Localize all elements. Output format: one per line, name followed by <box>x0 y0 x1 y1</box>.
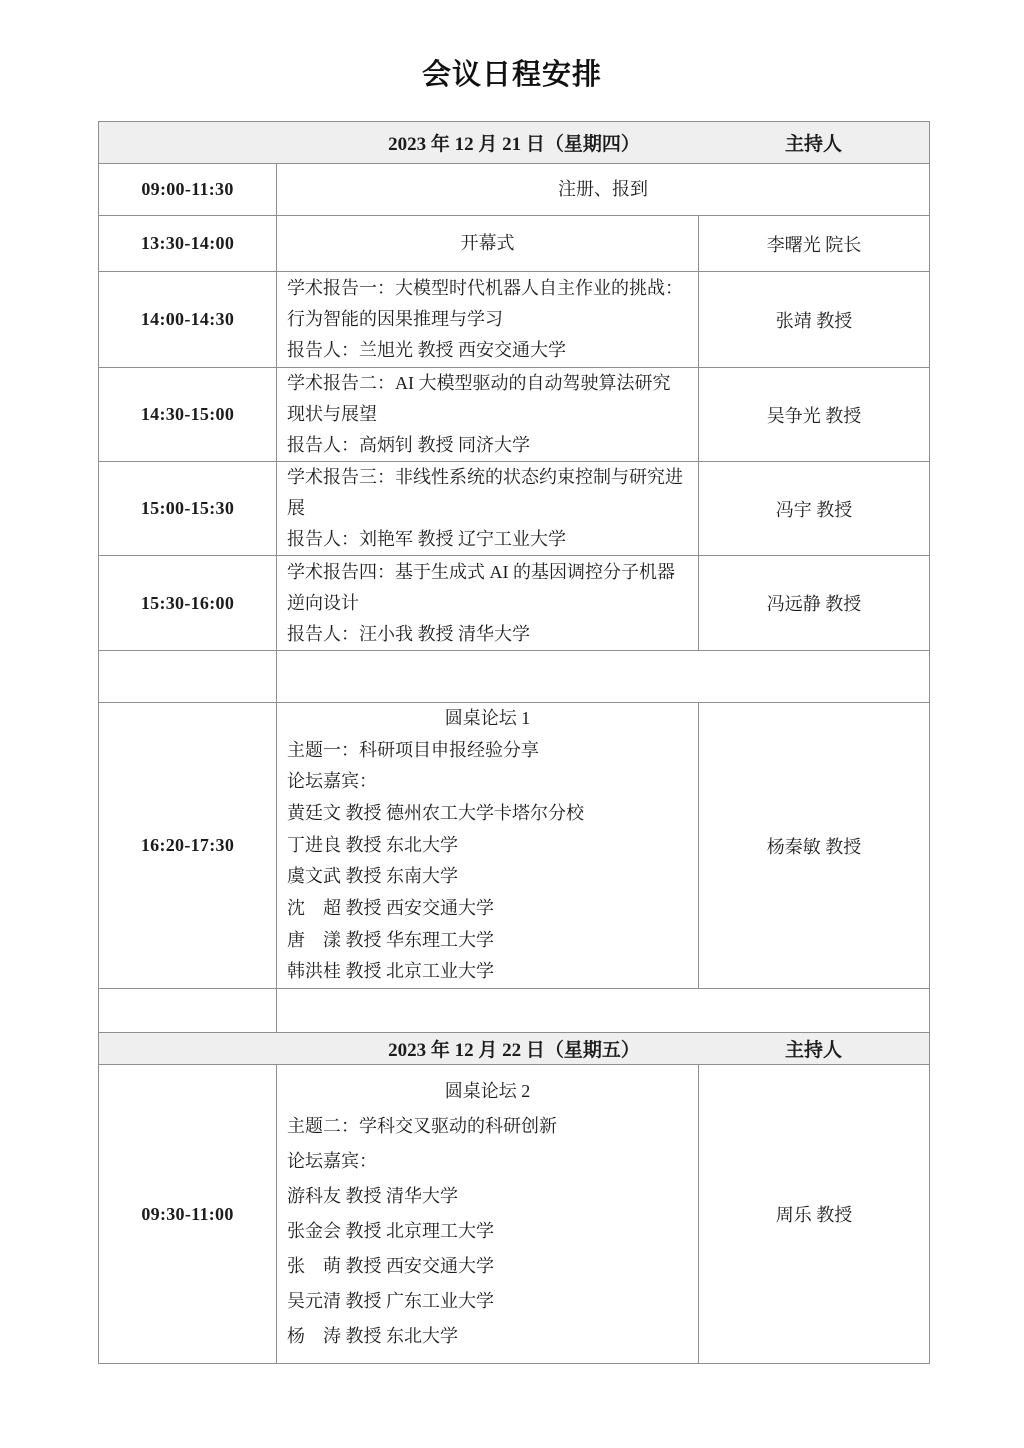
time-cell: 14:00-14:30 <box>99 272 277 367</box>
day2-header-row <box>99 1033 929 1065</box>
talk-title: 学术报告二：AI 大模型驱动的自动驾驶算法研究现状与展望 <box>287 373 671 424</box>
day1-date-label: 2023 年 12 月 21 日（星期四） <box>388 134 640 155</box>
talk-cell <box>277 368 699 461</box>
host-cell: 周乐 教授 <box>775 1205 853 1225</box>
row-forum2 <box>99 1065 929 1363</box>
talk-cell <box>277 556 699 650</box>
forum-guest: 虞文武 教授 东南大学 <box>287 866 458 887</box>
event-cell: 开幕式 <box>277 216 699 271</box>
talk-speaker: 报告人：刘艳军 教授 辽宁工业大学 <box>287 529 566 549</box>
row-forum1 <box>99 703 929 989</box>
forum-guest: 张 萌 教授 西安交通大学 <box>287 1256 494 1276</box>
time-cell: 13:30-14:00 <box>99 216 277 271</box>
talk-title: 学术报告一：大模型时代机器人自主作业的挑战：行为智能的因果推理与学习 <box>287 278 683 329</box>
time-cell: 15:00-15:30 <box>99 462 277 555</box>
forum-guest: 黄廷文 教授 德州农工大学卡塔尔分校 <box>287 802 584 823</box>
schedule-table <box>98 121 930 1364</box>
time-cell: 09:00-11:30 <box>99 164 277 215</box>
forum-topic: 主题二：学科交叉驱动的科研创新 <box>287 1116 557 1136</box>
time-cell <box>99 651 277 702</box>
forum-guest: 丁进良 教授 东北大学 <box>287 834 458 855</box>
forum-guests-label: 论坛嘉宾： <box>287 1151 377 1171</box>
forum-title: 圆桌论坛 2 <box>444 1081 531 1101</box>
host-cell: 吴争光 教授 <box>766 405 862 426</box>
talk-speaker: 报告人：汪小我 教授 清华大学 <box>287 623 530 644</box>
row-talk1 <box>99 272 929 368</box>
time-cell: 16:20-17:30 <box>99 703 277 988</box>
time-cell <box>99 989 277 1032</box>
forum-guest: 沈 超 教授 西安交通大学 <box>287 898 494 919</box>
forum-guest: 张金会 教授 北京理工大学 <box>287 1221 494 1241</box>
host-cell: 冯宇 教授 <box>775 499 853 520</box>
day1-host-column-label: 主持人 <box>784 134 842 155</box>
forum-guest: 吴元清 教授 广东工业大学 <box>287 1291 494 1311</box>
talk-speaker: 报告人：兰旭光 教授 西安交通大学 <box>287 340 566 360</box>
row-talk2 <box>99 368 929 462</box>
forum-cell <box>277 703 699 988</box>
row-talk4 <box>99 556 929 651</box>
forum-cell <box>277 1065 699 1363</box>
talk-cell <box>277 272 699 367</box>
empty-row <box>99 651 929 703</box>
talk-title: 学术报告四：基于生成式 AI 的基因调控分子机器逆向设计 <box>287 561 675 613</box>
host-cell: 李曙光 院长 <box>766 234 862 255</box>
row-registration <box>99 164 929 216</box>
talk-speaker: 报告人：高炳钊 教授 同济大学 <box>287 435 530 455</box>
forum-guest: 韩洪桂 教授 北京工业大学 <box>287 961 494 982</box>
page-title: 会议日程安排 <box>421 59 602 91</box>
talk-title: 学术报告三：非线性系统的状态约束控制与研究进展 <box>287 467 683 518</box>
forum-guests-label: 论坛嘉宾： <box>287 771 377 792</box>
row-talk3 <box>99 462 929 556</box>
forum-topic: 主题一：科研项目申报经验分享 <box>287 739 539 760</box>
event-cell: 注册、报到 <box>558 179 648 199</box>
host-cell: 杨秦敏 教授 <box>766 836 862 857</box>
row-opening <box>99 216 929 272</box>
empty-cell <box>277 989 929 1032</box>
empty-cell <box>277 651 929 702</box>
forum-title: 圆桌论坛 1 <box>444 707 531 728</box>
day2-host-column-label: 主持人 <box>784 1040 842 1061</box>
day1-header-row <box>99 122 929 164</box>
empty-row <box>99 989 929 1033</box>
host-cell: 张靖 教授 <box>775 310 853 331</box>
time-cell: 09:30-11:00 <box>99 1065 277 1363</box>
time-cell: 15:30-16:00 <box>99 556 277 650</box>
forum-guest: 唐 漾 教授 华东理工大学 <box>287 929 494 950</box>
day2-date-label: 2023 年 12 月 22 日（星期五） <box>388 1040 640 1061</box>
time-cell: 14:30-15:00 <box>99 368 277 461</box>
host-cell: 冯远静 教授 <box>766 594 862 614</box>
talk-cell <box>277 462 699 555</box>
forum-guest: 游科友 教授 清华大学 <box>287 1186 458 1206</box>
forum-guest: 杨 涛 教授 东北大学 <box>287 1326 458 1346</box>
